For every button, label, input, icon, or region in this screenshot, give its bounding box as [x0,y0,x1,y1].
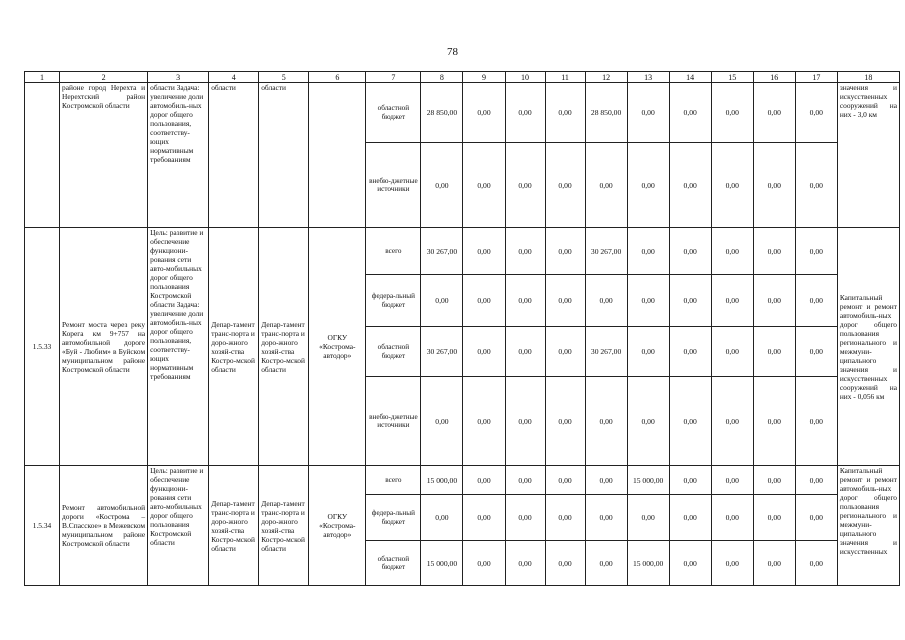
value-cell: 0,00 [463,541,505,586]
program-table [24,71,900,586]
value-cell: 0,00 [545,327,585,377]
value-cell: 0,00 [753,228,795,275]
value-cell: 0,00 [627,377,669,466]
object-name: Ремонт моста через реку Корега км 9+757 на автомобильной дороге «Буй - Любим» в Буйском муниципальном районе Костромской области [60,228,148,466]
col-header: 2 [60,72,148,83]
row-number: 1.5.34 [25,466,60,586]
funding-source: областной бюджет [366,327,421,377]
expected-result: Капитальный ремонт и ремонт автомобиль-ных дорог общего пользования регионального и межмуни-ципального значения и искусственных сооружений на них - 0,056 км [837,228,899,466]
value-cell: 0,00 [753,83,795,143]
value-cell: 0,00 [711,377,753,466]
contractor [309,83,366,228]
executor: Депар-тамент транс-порта и доро-жного хозяй-ства Костро-мской области [259,228,309,466]
value-cell: 0,00 [753,377,795,466]
value-cell: 0,00 [463,275,505,327]
table-row [25,83,900,143]
value-cell: 0,00 [585,143,627,228]
col-header: 5 [259,72,309,83]
value-cell: 0,00 [669,83,711,143]
value-cell: 0,00 [795,83,837,143]
goal-task: Цель: развитие и обеспечение функциони-рования сети авто-мобильных дорог общего пользования Костромской области Задача: увеличение доли автомобиль-ных дорог общего пользования, соответству-ющих нормативным требованиям [148,228,209,466]
value-cell: 0,00 [627,275,669,327]
value-cell: 28 850,00 [585,83,627,143]
value-cell: 30 267,00 [421,327,463,377]
value-cell: 0,00 [421,377,463,466]
value-cell: 0,00 [711,466,753,495]
value-cell: 0,00 [753,495,795,541]
col-header: 13 [627,72,669,83]
value-cell: 0,00 [505,275,545,327]
col-header: 1 [25,72,60,83]
value-cell: 0,00 [545,377,585,466]
page-number: 78 [447,46,458,58]
value-cell: 0,00 [669,541,711,586]
value-cell: 0,00 [669,228,711,275]
value-cell: 0,00 [585,466,627,495]
value-cell: 0,00 [545,143,585,228]
value-cell: 0,00 [505,228,545,275]
value-cell: 0,00 [505,143,545,228]
value-cell: 30 267,00 [585,228,627,275]
table-row [25,228,900,275]
funding-source: внебю-джетные источники [366,143,421,228]
value-cell: 30 267,00 [585,327,627,377]
col-header: 16 [753,72,795,83]
value-cell: 0,00 [753,275,795,327]
col-header: 10 [505,72,545,83]
value-cell: 0,00 [505,466,545,495]
col-header: 6 [309,72,366,83]
value-cell: 0,00 [711,228,753,275]
value-cell: 0,00 [463,83,505,143]
value-cell: 0,00 [585,377,627,466]
value-cell: 28 850,00 [421,83,463,143]
value-cell: 0,00 [795,228,837,275]
funding-source: всего [366,228,421,275]
value-cell: 0,00 [463,377,505,466]
value-cell: 0,00 [627,327,669,377]
value-cell: 0,00 [463,228,505,275]
value-cell: 0,00 [795,541,837,586]
column-number-row [25,72,900,83]
col-header: 14 [669,72,711,83]
row-number [25,83,60,228]
value-cell: 0,00 [545,495,585,541]
col-header: 8 [421,72,463,83]
value-cell: 0,00 [627,83,669,143]
value-cell: 0,00 [463,466,505,495]
col-header: 15 [711,72,753,83]
value-cell: 0,00 [711,541,753,586]
value-cell: 15 000,00 [627,466,669,495]
funding-source: областной бюджет [366,83,421,143]
goal-task: Цель: развитие и обеспечение функциони-рования сети авто-мобильных дорог общего пользования Костромской области [148,466,209,586]
col-header: 3 [148,72,209,83]
value-cell: 0,00 [627,228,669,275]
value-cell: 0,00 [545,83,585,143]
col-header: 9 [463,72,505,83]
col-header: 18 [837,72,899,83]
value-cell: 0,00 [545,541,585,586]
value-cell: 0,00 [753,327,795,377]
value-cell: 0,00 [753,143,795,228]
value-cell: 0,00 [505,83,545,143]
value-cell: 0,00 [795,143,837,228]
value-cell: 0,00 [585,541,627,586]
funding-source: областной бюджет [366,541,421,586]
funding-source: внебю-джетные источники [366,377,421,466]
row-number: 1.5.33 [25,228,60,466]
value-cell: 0,00 [421,495,463,541]
value-cell: 0,00 [711,495,753,541]
col-header: 12 [585,72,627,83]
value-cell: 0,00 [669,275,711,327]
value-cell: 0,00 [669,143,711,228]
value-cell: 0,00 [711,275,753,327]
value-cell: 0,00 [711,83,753,143]
executor: области [259,83,309,228]
value-cell: 0,00 [627,495,669,541]
value-cell: 30 267,00 [421,228,463,275]
value-cell: 0,00 [795,275,837,327]
value-cell: 0,00 [795,466,837,495]
value-cell: 0,00 [585,275,627,327]
value-cell: 0,00 [669,377,711,466]
customer: Депар-тамент транс-порта и доро-жного хозяй-ства Костро-мской области [209,228,259,466]
value-cell: 0,00 [463,143,505,228]
value-cell: 0,00 [753,541,795,586]
value-cell: 0,00 [585,495,627,541]
value-cell: 15 000,00 [421,466,463,495]
value-cell: 0,00 [627,143,669,228]
value-cell: 0,00 [463,495,505,541]
contractor: ОГКУ «Кострома-автодор» [309,466,366,586]
value-cell: 0,00 [795,377,837,466]
col-header: 11 [545,72,585,83]
goal-task: области Задача: увеличение доли автомобиль-ных дорог общего пользования, соответству-ющих нормативным требованиям [148,83,209,228]
expected-result: значения и искусственных сооружений на них - 3,0 км [837,83,899,228]
value-cell: 0,00 [669,327,711,377]
col-header: 17 [795,72,837,83]
value-cell: 15 000,00 [627,541,669,586]
value-cell: 0,00 [669,495,711,541]
object-name: Ремонт автомобильной дороги «Кострома – В.Спасское» в Межевском муниципальном районе Костромской области [60,466,148,586]
table-row [25,466,900,495]
value-cell: 0,00 [505,495,545,541]
funding-source: федера-льный бюджет [366,495,421,541]
value-cell: 15 000,00 [421,541,463,586]
customer: области [209,83,259,228]
value-cell: 0,00 [545,228,585,275]
col-header: 7 [366,72,421,83]
funding-source: федера-льный бюджет [366,275,421,327]
value-cell: 0,00 [711,143,753,228]
value-cell: 0,00 [505,377,545,466]
value-cell: 0,00 [463,327,505,377]
value-cell: 0,00 [795,327,837,377]
value-cell: 0,00 [505,541,545,586]
value-cell: 0,00 [545,275,585,327]
customer: Депар-тамент транс-порта и доро-жного хозяй-ства Костро-мской области [209,466,259,586]
value-cell: 0,00 [421,143,463,228]
value-cell: 0,00 [753,466,795,495]
col-header: 4 [209,72,259,83]
funding-source: всего [366,466,421,495]
value-cell: 0,00 [711,327,753,377]
value-cell: 0,00 [669,466,711,495]
value-cell: 0,00 [421,275,463,327]
value-cell: 0,00 [795,495,837,541]
expected-result: Капитальный ремонт и ремонт автомобиль-ных дорог общего пользования регионального и межмуни-ципального значения и искусственных [837,466,899,586]
object-name: районе город Нерехта и Нерехтский район Костромской области [60,83,148,228]
contractor: ОГКУ «Кострома-автодор» [309,228,366,466]
executor: Депар-тамент транс-порта и доро-жного хозяй-ства Костро-мской области [259,466,309,586]
value-cell: 0,00 [545,466,585,495]
value-cell: 0,00 [505,327,545,377]
